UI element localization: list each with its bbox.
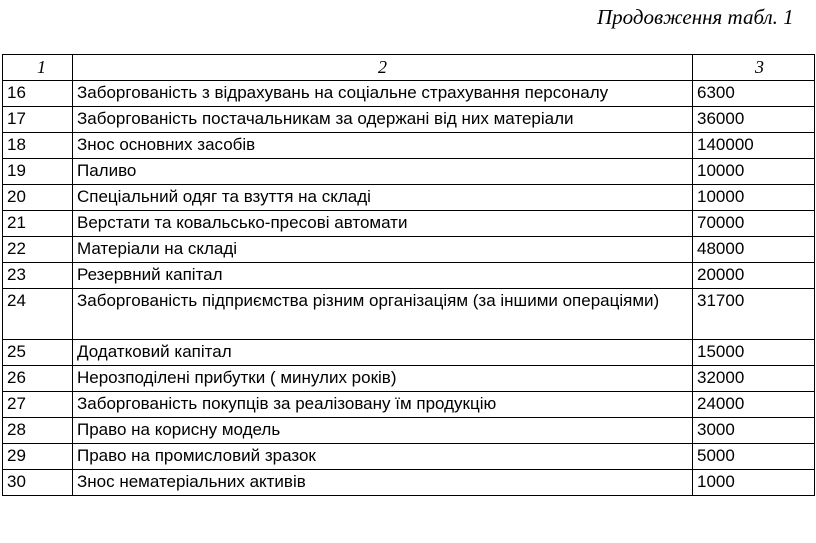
row-number: 17 xyxy=(3,107,73,133)
table-row xyxy=(3,470,815,496)
row-value: 15000 xyxy=(693,340,815,366)
row-name: Знос основних засобів xyxy=(73,133,693,159)
row-value: 3000 xyxy=(693,418,815,444)
row-name: Заборгованість з відрахувань на соціальне страхування персоналу xyxy=(73,81,693,107)
row-name: Резервний капітал xyxy=(73,263,693,289)
row-value: 1000 xyxy=(693,470,815,496)
row-value: 10000 xyxy=(693,159,815,185)
row-number: 19 xyxy=(3,159,73,185)
row-number: 25 xyxy=(3,340,73,366)
row-value: 5000 xyxy=(693,444,815,470)
row-number: 27 xyxy=(3,392,73,418)
row-number: 26 xyxy=(3,366,73,392)
table-row xyxy=(3,263,815,289)
table-row xyxy=(3,211,815,237)
table-row xyxy=(3,185,815,211)
row-name: Матеріали на складі xyxy=(73,237,693,263)
row-name: Паливо xyxy=(73,159,693,185)
row-name: Верстати та ковальсько-пресові автомати xyxy=(73,211,693,237)
row-name: Право на корисну модель xyxy=(73,418,693,444)
table-row xyxy=(3,159,815,185)
row-value: 31700 xyxy=(693,289,815,340)
table-row xyxy=(3,392,815,418)
row-name: Право на промисловий зразок xyxy=(73,444,693,470)
row-value: 48000 xyxy=(693,237,815,263)
row-number: 21 xyxy=(3,211,73,237)
table-caption: Продовження табл. 1 xyxy=(597,5,794,29)
table-row xyxy=(3,107,815,133)
column-header-name: 2 xyxy=(73,55,693,81)
table-header-row xyxy=(3,55,815,81)
row-value: 10000 xyxy=(693,185,815,211)
row-name: Заборгованість покупців за реалізовану їм продукцію xyxy=(73,392,693,418)
row-name: Спеціальний одяг та взуття на складі xyxy=(73,185,693,211)
row-name: Нерозподілені прибутки ( минулих років) xyxy=(73,366,693,392)
table-row xyxy=(3,366,815,392)
row-value: 32000 xyxy=(693,366,815,392)
row-number: 18 xyxy=(3,133,73,159)
table-row xyxy=(3,418,815,444)
table-row xyxy=(3,340,815,366)
row-value: 70000 xyxy=(693,211,815,237)
row-name: Заборгованість підприємства різним організаціям (за іншими операціями) xyxy=(73,289,693,340)
row-value: 6300 xyxy=(693,81,815,107)
row-number: 28 xyxy=(3,418,73,444)
row-number: 23 xyxy=(3,263,73,289)
row-name: Додатковий капітал xyxy=(73,340,693,366)
data-table xyxy=(2,54,815,496)
table-row xyxy=(3,289,815,340)
row-number: 24 xyxy=(3,289,73,340)
column-header-number: 1 xyxy=(3,55,73,81)
row-value: 20000 xyxy=(693,263,815,289)
row-number: 29 xyxy=(3,444,73,470)
row-value: 140000 xyxy=(693,133,815,159)
table-row xyxy=(3,444,815,470)
row-name: Знос нематеріальних активів xyxy=(73,470,693,496)
row-value: 36000 xyxy=(693,107,815,133)
row-number: 30 xyxy=(3,470,73,496)
table-row xyxy=(3,133,815,159)
row-value: 24000 xyxy=(693,392,815,418)
row-number: 16 xyxy=(3,81,73,107)
row-name: Заборгованість постачальникам за одержані від них матеріали xyxy=(73,107,693,133)
table-row xyxy=(3,81,815,107)
row-number: 22 xyxy=(3,237,73,263)
table-row xyxy=(3,237,815,263)
row-number: 20 xyxy=(3,185,73,211)
column-header-value: 3 xyxy=(693,55,815,81)
